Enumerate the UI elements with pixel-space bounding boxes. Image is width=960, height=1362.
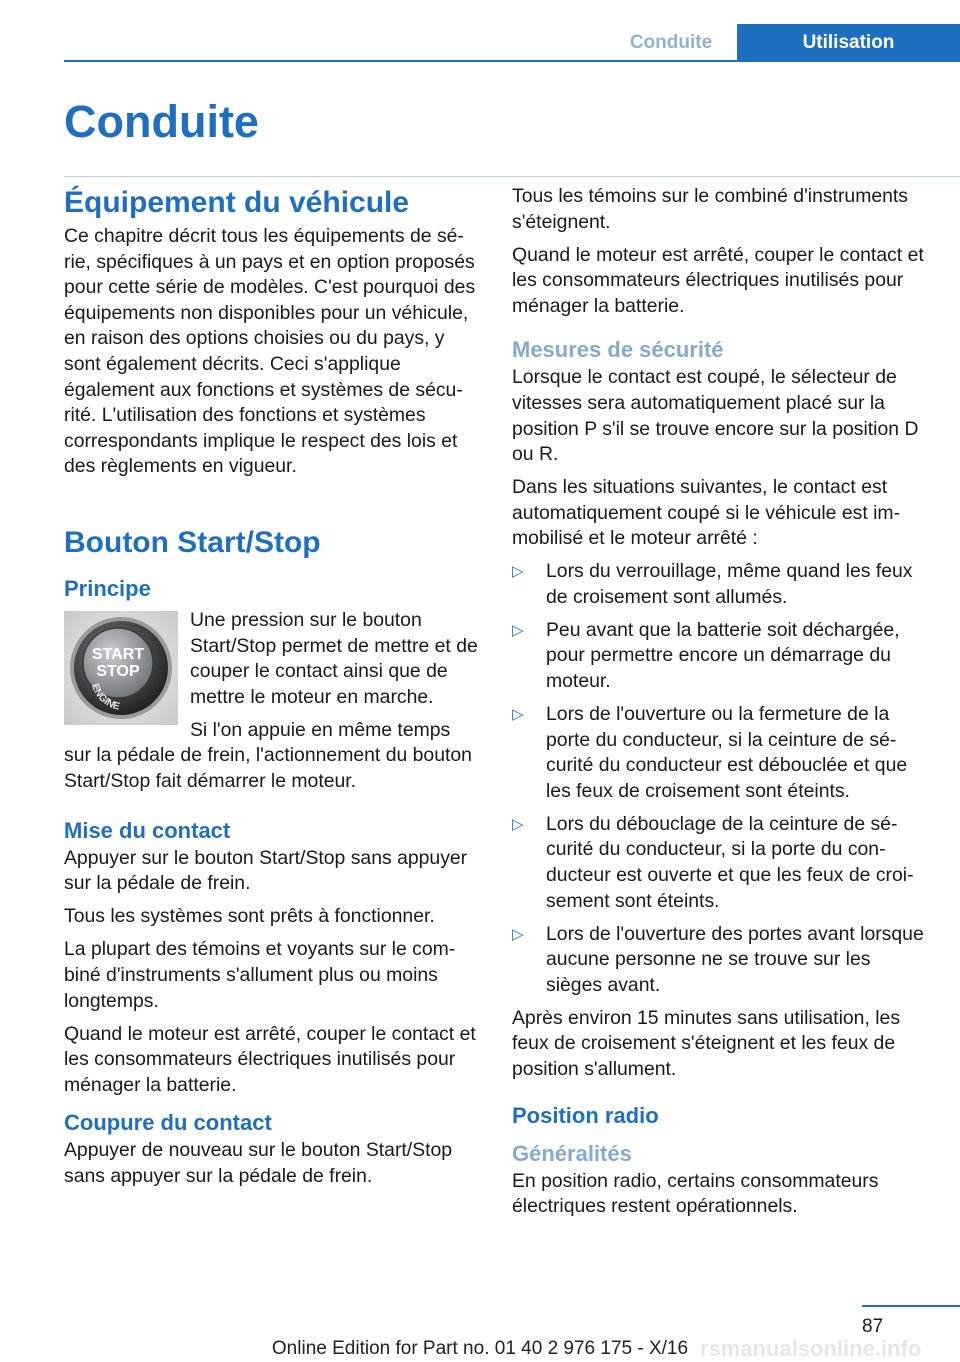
watermark: rsmanualsonline.info (700, 1336, 922, 1361)
triangle-bullet-icon: ▷ (512, 925, 524, 943)
page-title: Conduite (64, 96, 259, 147)
title-divider (64, 176, 960, 177)
heading-mise-du-contact: Mise du contact (64, 817, 231, 843)
start-stop-button-image (64, 611, 178, 725)
header-tab-conduite: Conduite (629, 32, 713, 53)
principe-text-1: Une pression sur le bouton Start/Stop permet de mettre et de couper le contact ainsi que de mettre le moteur en marche. (190, 608, 478, 708)
mise-text-1: Appuyer sur le bouton Start/Stop sans appuyer sur la pédale de frein. (64, 846, 468, 895)
coupure-text-1: Appuyer de nouveau sur le bouton Start/Stop sans appuyer sur la pédale de frein. (64, 1139, 453, 1187)
list-item (512, 922, 930, 999)
list-item (512, 812, 930, 914)
list-item-text: Lors de l'ouverture des portes avant lorsque aucune personne ne se trouve sur les sièges avant. (546, 922, 924, 996)
heading-position-radio: Position radio (512, 1102, 659, 1128)
radio-text-1: En position radio, certains consommateurs électriques restent opérationnels. (512, 1169, 879, 1218)
heading-generalites: Généralités (512, 1140, 632, 1166)
start-label: START (91, 645, 145, 663)
right-text-2: Quand le moteur est arrêté, couper le contact et les consommateurs électriques inutilisés pour ménager la batterie. (512, 243, 924, 317)
engine-label: ENGINE (88, 682, 121, 713)
page-number: 87 (862, 1316, 884, 1337)
list-item-text: Lors du verrouillage, même quand les feux de croisement sont allumés. (546, 560, 913, 608)
heading-principe: Principe (64, 575, 151, 601)
heading-bouton-start-stop: Bouton Start/Stop (64, 525, 321, 559)
list-item-text: Lors du débouclage de la ceinture de sécurité du conducteur, si la porte du conducteur est ouverte et que les feux de croisement sont éteints. (546, 812, 914, 912)
header-tab-utilisation: Utilisation (737, 24, 960, 62)
list-item-text: Peu avant que la batterie soit déchargée, pour permettre encore un démarrage du moteur. (546, 618, 900, 693)
right-text-1: Tous les témoins sur le combiné d'instruments s'éteignent. (512, 185, 908, 233)
footer-edition: Online Edition for Part no. 01 40 2 976 175 - X/16 (271, 1338, 689, 1359)
list-item (512, 702, 930, 804)
triangle-bullet-icon: ▷ (512, 706, 524, 724)
triangle-bullet-icon: ▷ (512, 563, 524, 581)
right-column (512, 184, 930, 1227)
safety-bullet-list (512, 559, 930, 998)
mise-text-3: La plupart des témoins et voyants sur le combiné d'instruments s'allument plus ou moins longtemps. (64, 938, 456, 1012)
heading-mesures-de-securite: Mesures de sécurité (512, 337, 724, 363)
mise-text-4: Quand le moteur est arrêté, couper le contact et les consommateurs électriques inutilisés pour ménager la batterie. (64, 1022, 476, 1096)
mise-text-2: Tous les systèmes sont prêts à fonctionner. (64, 905, 435, 928)
left-column (64, 184, 482, 1197)
list-item-text: Lors de l'ouverture ou la fermeture de la porte du conducteur, si la ceinture de sécurité du conducteur est débouclée et que les feux de croisement sont éteints. (546, 703, 908, 802)
stop-label: STOP (96, 662, 140, 680)
header-rule (64, 60, 960, 62)
heading-coupure-du-contact: Coupure du contact (64, 1110, 272, 1136)
equipement-text: Ce chapitre décrit tous les équipements de série, spécifiques à un pays et en option proposés pour cette série de modèles. C'est pourquoi des équipements non disponibles pour un véhicule, en raison des options choisies ou du pays, y sont également décrits. Ceci s'applique également aux fonctions et systèmes de sécurité. L'utilisation des fonctions et systèmes correspondants implique le respect des lois et des règlements en vigueur. (64, 225, 476, 478)
principe-text-2: Si l'on appuie en même temps sur la pédale de frein, l'actionnement du bouton Start/Stop fait démarrer le moteur. (64, 718, 472, 792)
triangle-bullet-icon: ▷ (512, 621, 524, 639)
heading-equipement: Équipement du véhicule (64, 186, 410, 219)
mesures-text-3: Après environ 15 minutes sans utilisation, les feux de croisement s'éteignent et les feux de position s'allument. (512, 1006, 901, 1080)
list-item (512, 559, 930, 610)
principe-block (64, 608, 482, 802)
mesures-text-2: Dans les situations suivantes, le contact est automatiquement coupé si le véhicule est immobilisé et le moteur arrêté : (512, 476, 901, 550)
mesures-text-1: Lorsque le contact est coupé, le sélecteur de vitesses sera automatiquement placé sur la position P s'il se trouve encore sur la position D ou R. (512, 366, 919, 466)
triangle-bullet-icon: ▷ (512, 815, 524, 833)
list-item (512, 618, 930, 695)
footer-rule (862, 1305, 960, 1307)
